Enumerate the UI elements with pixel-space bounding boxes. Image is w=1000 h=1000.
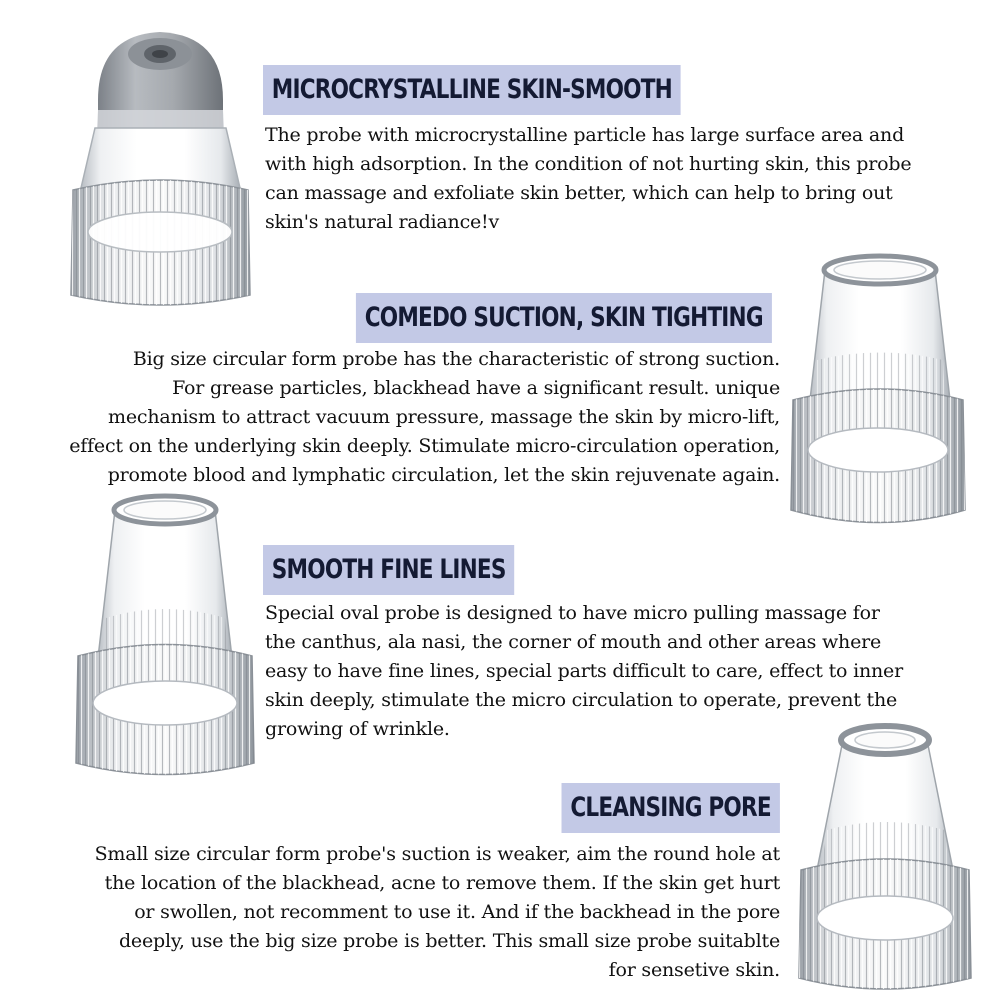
description-line: the canthus, ala nasi, the corner of mouth and other areas where [265, 631, 882, 653]
description-line: with high adsorption. In the condition of not hurting skin, this probe [265, 153, 912, 175]
cleansing-pore-heading: CLEANSING PORE [562, 783, 780, 833]
description-line: or swollen, not recomment to use it. And if the backhead in the pore [134, 901, 780, 923]
description-line: effect on the underlying skin deeply. Stimulate micro-circulation operation, [69, 435, 780, 457]
description-line: skin's natural radiance!v [265, 211, 500, 233]
description-line: Special oval probe is designed to have micro pulling massage for [265, 602, 880, 624]
large-round-probe-image [785, 250, 970, 535]
microcrystalline-probe-image [68, 10, 253, 315]
description-line: The probe with microcrystalline particle has large surface area and [265, 124, 905, 146]
smooth-fine-lines-heading: SMOOTH FINE LINES [263, 545, 514, 595]
microcrystalline-description [265, 121, 911, 237]
cleansing-pore-description [95, 840, 780, 985]
comedo-suction-description [69, 345, 780, 490]
smooth-fine-lines-description [265, 599, 903, 744]
oval-probe-image [70, 488, 260, 783]
description-line: deeply, use the big size probe is better. This small size probe suitablte [118, 930, 780, 952]
small-round-probe-image [795, 710, 975, 995]
description-line: Small size circular form probe's suction is weaker, aim the round hole at [94, 843, 780, 865]
description-line: promote blood and lymphatic circulation, let the skin rejuvenate again. [107, 464, 780, 486]
description-line: growing of wrinkle. [265, 718, 450, 740]
description-line: For grease particles, blackhead have a significant result. unique [172, 377, 780, 399]
description-line: the location of the blackhead, acne to remove them. If the skin get hurt [104, 872, 780, 894]
description-line: skin deeply, stimulate the micro circulation to operate, prevent the [265, 689, 898, 711]
microcrystalline-heading: MICROCRYSTALLINE SKIN-SMOOTH [263, 65, 681, 115]
description-line: Big size circular form probe has the characteristic of strong suction. [132, 348, 780, 370]
description-line: easy to have fine lines, special parts difficult to care, effect to inner [265, 660, 903, 682]
description-line: mechanism to attract vacuum pressure, massage the skin by micro-lift, [108, 406, 780, 428]
description-line: for sensetive skin. [608, 959, 780, 981]
comedo-suction-heading: COMEDO SUCTION, SKIN TIGHTING [356, 293, 772, 343]
description-line: can massage and exfoliate skin better, which can help to bring out [265, 182, 893, 204]
